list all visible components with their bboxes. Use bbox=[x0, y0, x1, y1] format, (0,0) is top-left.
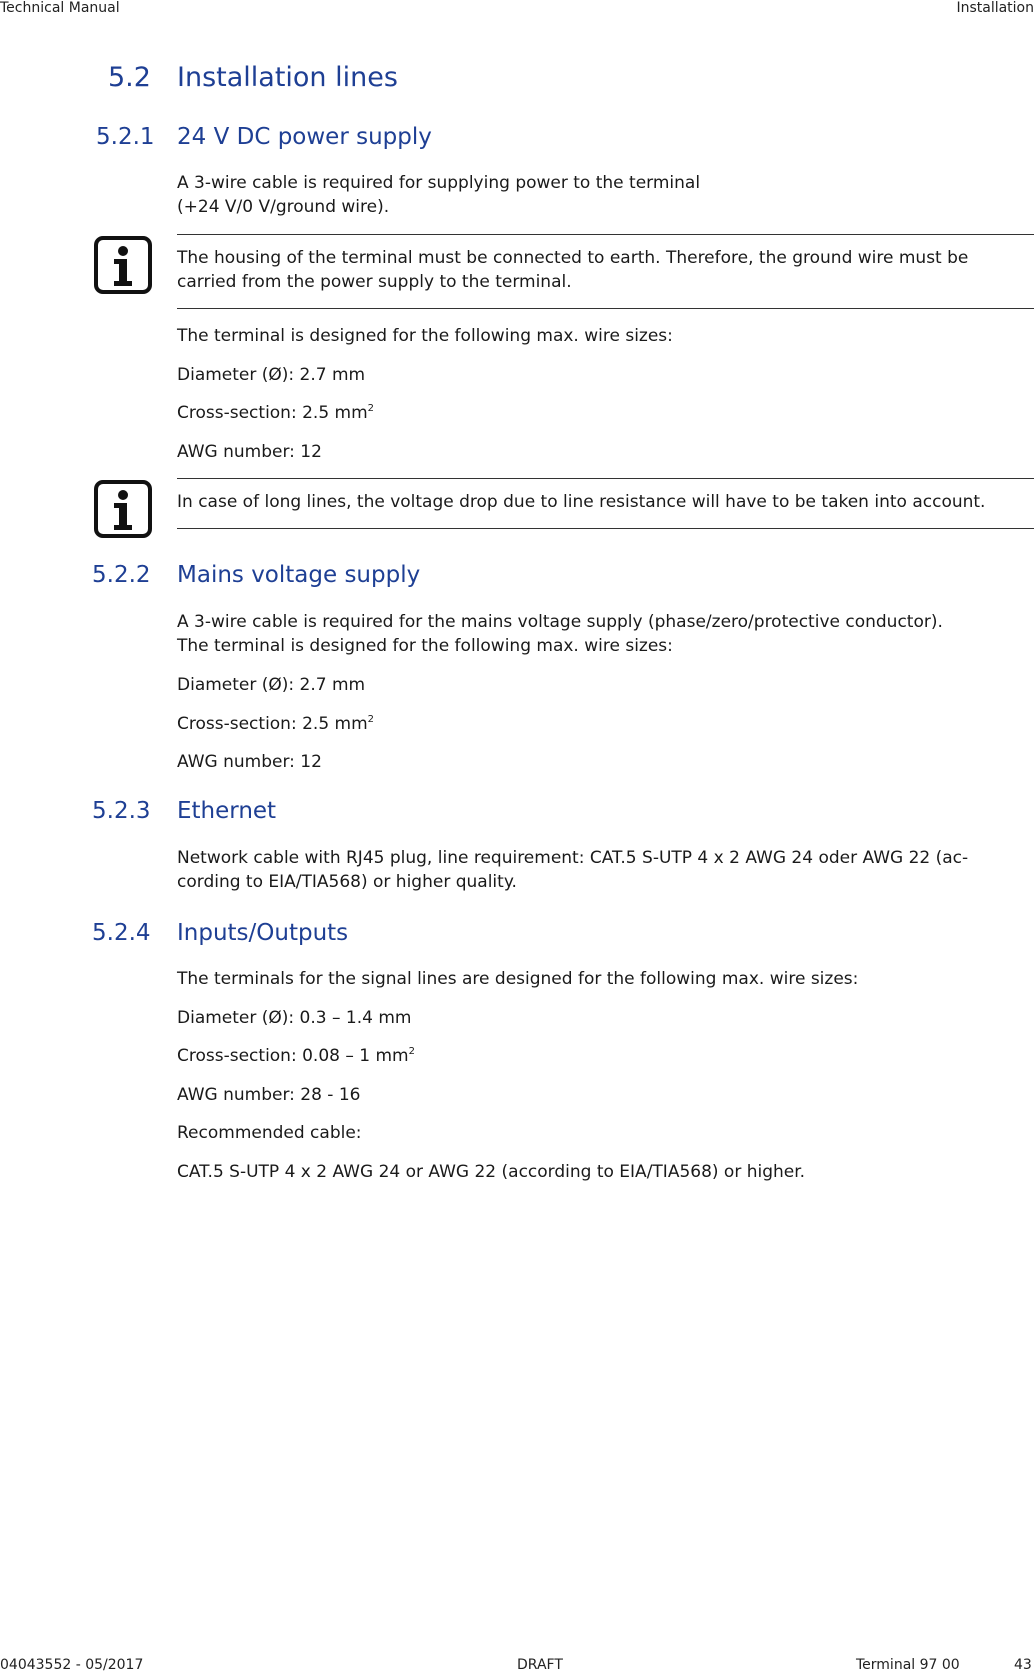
subsection-title-522: Mains voltage supply bbox=[177, 562, 421, 588]
footer-doc-number: 04043552 - 05/2017 bbox=[0, 1657, 144, 1673]
s523-line2: cording to EIA/TIA568) or higher quality. bbox=[177, 872, 517, 892]
note2-bottom-rule bbox=[177, 528, 1034, 529]
note1-top-rule bbox=[177, 234, 1034, 235]
s521-intro-line2: (+24 V/0 V/ground wire). bbox=[177, 197, 390, 217]
subsection-number-523: 5.2.3 bbox=[92, 798, 151, 824]
s521-awg: AWG number: 12 bbox=[177, 442, 322, 462]
s523-line1: Network cable with RJ45 plug, line requirement: CAT.5 S-UTP 4 x 2 AWG 24 oder AWG 22 (ac- bbox=[177, 848, 969, 868]
section-number: 5.2 bbox=[108, 62, 151, 93]
s524-recommended-value: CAT.5 S-UTP 4 x 2 AWG 24 or AWG 22 (according to EIA/TIA568) or higher. bbox=[177, 1162, 806, 1182]
subsection-number-522: 5.2.2 bbox=[92, 562, 151, 588]
s521-sizes-intro: The terminal is designed for the following max. wire sizes: bbox=[177, 326, 673, 346]
header-right: Installation bbox=[956, 0, 1034, 16]
footer-page-number: 43 bbox=[1014, 1657, 1032, 1673]
subsection-title-523: Ethernet bbox=[177, 798, 277, 824]
note1-bottom-rule bbox=[177, 308, 1034, 309]
s522-line1: A 3-wire cable is required for the mains voltage supply (phase/zero/protective conductor). bbox=[177, 612, 943, 632]
note2-text: In case of long lines, the voltage drop due to line resistance will have to be taken into account. bbox=[177, 492, 986, 512]
header-left: Technical Manual bbox=[0, 0, 120, 16]
section-heading bbox=[108, 62, 151, 93]
s522-diameter: Diameter (Ø): 2.7 mm bbox=[177, 675, 366, 695]
info-icon bbox=[94, 236, 152, 294]
s521-diameter: Diameter (Ø): 2.7 mm bbox=[177, 365, 366, 385]
note2-top-rule bbox=[177, 478, 1034, 479]
footer-status: DRAFT bbox=[517, 1657, 563, 1673]
s522-awg: AWG number: 12 bbox=[177, 752, 322, 772]
s524-diameter: Diameter (Ø): 0.3 – 1.4 mm bbox=[177, 1008, 412, 1028]
subsection-number-524: 5.2.4 bbox=[92, 920, 151, 946]
s524-intro: The terminals for the signal lines are designed for the following max. wire sizes: bbox=[177, 969, 859, 989]
subsection-number-521: 5.2.1 bbox=[96, 124, 155, 150]
subsection-title-521: 24 V DC power supply bbox=[177, 124, 432, 150]
note1-line2: carried from the power supply to the terminal. bbox=[177, 272, 572, 292]
info-icon bbox=[94, 480, 152, 538]
note1-line1: The housing of the terminal must be connected to earth. Therefore, the ground wire must be bbox=[177, 248, 969, 268]
s524-awg: AWG number: 28 - 16 bbox=[177, 1085, 361, 1105]
s524-recommended-label: Recommended cable: bbox=[177, 1123, 362, 1143]
s521-cross-section: Cross-section: 2.5 $mm^2$ bbox=[177, 403, 375, 423]
section-title: Installation lines bbox=[177, 62, 398, 93]
s522-line2: The terminal is designed for the following max. wire sizes: bbox=[177, 636, 673, 656]
footer-product: Terminal 97 00 bbox=[856, 1657, 960, 1673]
s524-cross-section: Cross-section: 0.08 – 1 $mm^2$ bbox=[177, 1046, 415, 1066]
s522-cross-section: Cross-section: 2.5 $mm^2$ bbox=[177, 714, 375, 734]
s521-intro-line1: A 3-wire cable is required for supplying power to the terminal bbox=[177, 173, 701, 193]
subsection-title-524: Inputs/Outputs bbox=[177, 920, 349, 946]
